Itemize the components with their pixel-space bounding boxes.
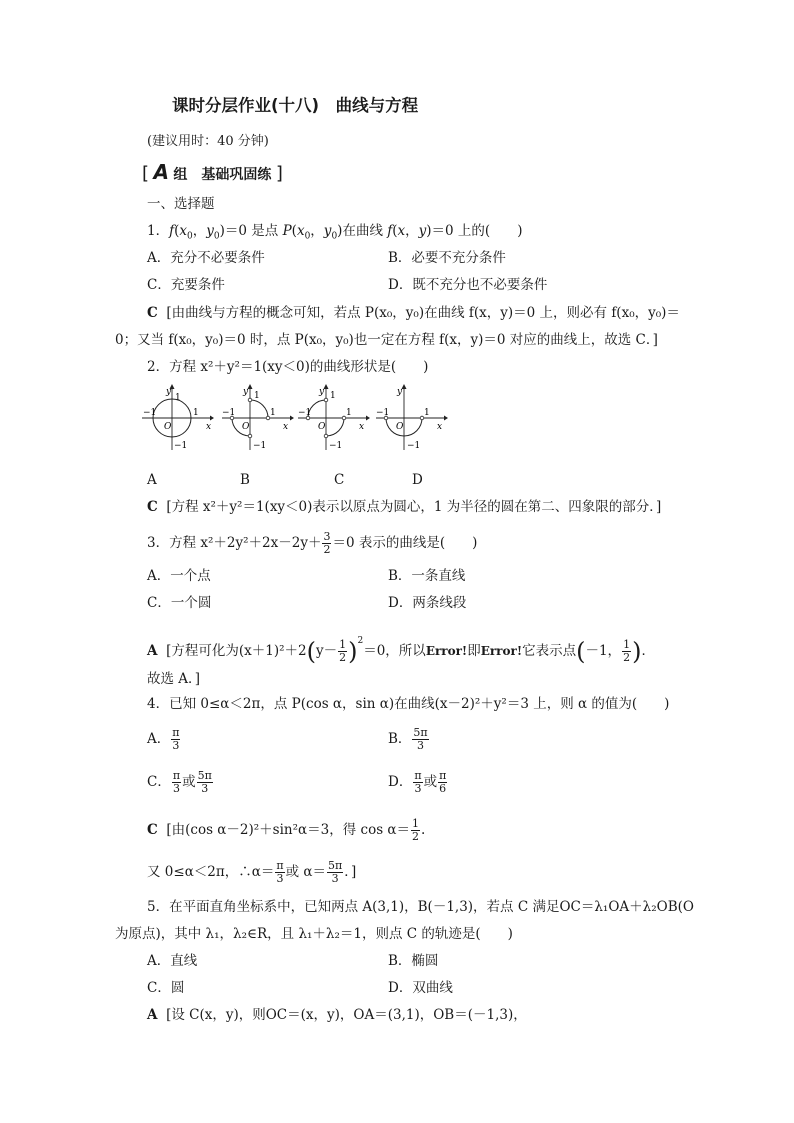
q4-exp2-or: 或 α＝: [285, 864, 327, 880]
q1-number: 1．: [147, 223, 170, 239]
q2-stem-text: 方程 x²＋y²＝1(xy＜0)的曲线形状是( ): [169, 359, 429, 375]
q2b-origin: O: [242, 422, 250, 432]
q4-b-label: B．: [388, 731, 412, 747]
q4-number: 4．: [147, 696, 170, 712]
q3-stem-pre: 方程 x²＋2y²＋2x－2y＋: [169, 535, 322, 551]
q4-d-frac2: [438, 770, 447, 795]
q4-d-num1: π: [414, 769, 422, 782]
q3-point-num: 1: [623, 638, 631, 651]
q4-option-c: [147, 768, 214, 796]
q3-point-paren: ): [632, 637, 642, 666]
q2d-tick: −1: [376, 408, 390, 418]
q1-x: x: [397, 223, 406, 239]
q3-stem: [147, 530, 477, 556]
q2-explanation: [147, 498, 661, 516]
q1-explanation-line1: [147, 304, 680, 322]
q2c-tick: −1: [298, 408, 312, 418]
q3-exp-end: ．: [641, 643, 655, 659]
q4-stem: [147, 695, 669, 713]
q2a-tick: 1: [193, 408, 199, 418]
group-a-heading: [142, 161, 283, 186]
q1-explanation-line2: 0；又当 f(x₀，y₀)＝0 时，点 P(x₀，y₀)也一定在方程 f(x，y)＝0 对应的曲线上，故选 C．]: [115, 332, 658, 348]
q2b-tick: −1: [222, 408, 236, 418]
q3-half: [338, 639, 347, 664]
q5-explanation: [147, 1006, 527, 1024]
q3-frac-den: 2: [323, 543, 331, 556]
q2a-tick: 1: [175, 393, 181, 403]
q1-sub: 0: [213, 231, 220, 242]
q4-c-frac1: [172, 770, 181, 795]
q2d-tick: 1: [424, 408, 430, 418]
q1-exp-1: [由曲线与方程的概念可知，若点 P(x₀，y₀)在曲线 f(x，y)＝0 上，则必有 f(x₀，y₀)＝: [166, 305, 680, 321]
q3-point-frac: [622, 639, 631, 664]
q4-exp2-frac2: [327, 860, 343, 885]
q2-graph-a: [140, 384, 214, 452]
q3-explanation-line1: [147, 626, 655, 666]
q2a-tick: −1: [174, 441, 188, 451]
q4-d-frac1: [413, 770, 422, 795]
q1-y: y: [418, 223, 427, 239]
q2b-tick: −1: [253, 441, 267, 451]
q4-answer: C: [147, 822, 158, 838]
q4-explanation-line2: [147, 858, 356, 886]
q4-d-den2: 6: [439, 782, 447, 795]
q4-d-den1: 3: [414, 782, 422, 795]
q5-option-a: A．直线: [147, 953, 198, 969]
q4-exp2-num1: π: [276, 859, 284, 872]
q2-exp-text: [方程 x²＋y²＝1(xy＜0)表示以原点为圆心，1 为半径的圆在第二、四象限的部分．]: [166, 499, 662, 515]
bracket-open: [: [142, 163, 150, 184]
bracket-close: ]: [275, 163, 283, 184]
q2c-x-label: x: [359, 422, 365, 432]
q2-choice-c: C: [334, 472, 345, 488]
q2-choice-d: D: [412, 472, 423, 488]
q1-f: f: [169, 223, 175, 239]
q2d-origin: O: [396, 422, 404, 432]
q2a-tick: −1: [143, 408, 157, 418]
q2a-x-label: x: [206, 422, 212, 432]
q1-answer: C: [147, 305, 158, 321]
q3-fraction: [322, 531, 331, 556]
q3-half-num: 1: [339, 638, 347, 651]
q1-x: x: [179, 223, 187, 239]
q4-explanation-line1: [147, 816, 425, 844]
q2b-x-label: x: [283, 422, 289, 432]
q2-answer: C: [147, 499, 158, 515]
q4-exp2-den2: 3: [331, 872, 339, 885]
q4-exp2-pre: 又 0≤α＜2π，∴α＝: [147, 864, 275, 880]
q2-choice-b: B: [240, 472, 250, 488]
q1-f: f: [387, 223, 393, 239]
q4-exp1-frac: [411, 818, 420, 843]
q2b-tick: 1: [270, 408, 276, 418]
q2-choice-a: A: [147, 472, 157, 488]
q1-sub: 0: [187, 231, 193, 242]
q4-c-den1: 3: [172, 782, 180, 795]
q5-option-d: D．双曲线: [388, 980, 453, 996]
q3-error-1: Error!: [425, 644, 468, 658]
q4-exp1-num: 1: [412, 817, 420, 830]
q2c-tick: 1: [330, 391, 336, 401]
q4-option-d: [388, 768, 448, 796]
q3-stem-post: ＝0 表示的曲线是( ): [332, 535, 478, 551]
q4-exp1-den: 2: [412, 830, 420, 843]
q4-stem-text: 已知 0≤α＜2π，点 P(cos α，sin α)在曲线(x－2)²＋y²＝3 上，则 α 的值为( ): [169, 696, 670, 712]
q5-stem-line2: 为原点)，其中 λ₁，λ₂∈R，且 λ₁＋λ₂＝1，则点 C 的轨迹是( ): [115, 926, 513, 942]
q4-c-label: C．: [147, 774, 171, 790]
q2b-tick: 1: [254, 391, 260, 401]
q2c-y-label: y: [319, 387, 325, 397]
q3-number: 3．: [147, 535, 170, 551]
q2a-origin: O: [164, 422, 172, 432]
q1-option-c: C．充要条件: [147, 277, 225, 293]
q3-option-d: D．两条线段: [388, 595, 467, 611]
section-heading: 一、选择题: [147, 196, 215, 212]
q3-answer: A: [147, 643, 158, 659]
q2-graph-c: [296, 384, 370, 452]
q4-c-num1: π: [172, 769, 181, 782]
q5-answer: A: [147, 1007, 158, 1023]
q4-exp2-frac1: [275, 860, 284, 885]
q4-b-num: 5π: [413, 726, 428, 739]
q2a-y-label: y: [166, 387, 172, 397]
q2-number: 2．: [147, 359, 170, 375]
q3-y-minus: y－: [315, 643, 338, 659]
q3-option-b: B．一条直线: [388, 568, 466, 584]
q1-y: y: [323, 223, 332, 239]
q2c-tick: −1: [329, 441, 343, 451]
q3-option-a: A．一个点: [147, 568, 211, 584]
q1-x: x: [296, 223, 305, 239]
q1-stem: 1．$f(x_0$，$y_0)=0$ 是点 $P(x_0$，$y_0$)在曲线 f(x，y)＝0 上的( ): [147, 223, 523, 242]
q1-sub: 0: [331, 231, 338, 242]
q3-square: 2: [357, 636, 364, 646]
q2c-origin: O: [318, 422, 326, 432]
q3-paren: (: [306, 637, 316, 666]
q5-number: 5．: [147, 899, 170, 915]
q1-option-a: A．充分不必要条件: [147, 250, 265, 266]
q2-graph-b: [220, 384, 294, 452]
q4-exp2-num2: 5π: [328, 859, 343, 872]
q1-option-d: D．既不充分也不必要条件: [388, 277, 548, 293]
q3-point-paren: (: [576, 637, 586, 666]
q4-exp2-den1: 3: [276, 872, 284, 885]
q4-a-den: 3: [172, 739, 180, 752]
q4-exp1-end: .: [421, 822, 426, 838]
q3-exp-mid: ＝0，所以: [363, 643, 426, 659]
q2-stem: [147, 358, 428, 376]
q2b-y-label: y: [243, 387, 249, 397]
q2d-tick: −1: [407, 441, 421, 451]
q3-point-x: －1，: [585, 643, 622, 659]
q4-a-num: π: [172, 726, 180, 739]
q3-explanation-line2: 故选 A．]: [147, 671, 201, 687]
q5-option-c: C．圆: [147, 980, 185, 996]
q3-point-den: 2: [623, 651, 631, 664]
q4-c-den2: 3: [201, 782, 209, 795]
q4-a-label: A．: [147, 731, 171, 747]
q4-d-or: 或: [423, 774, 438, 790]
q4-c-or: 或: [182, 774, 196, 790]
q3-paren: ): [348, 637, 358, 666]
q1-p: P: [282, 223, 292, 239]
q4-d-num2: π: [439, 769, 447, 782]
q5-stem-line1: [147, 898, 694, 916]
q5-exp-text: [设 C(x，y)，则OC＝(x，y)，OA＝(3,1)，OB＝(－1,3)，: [166, 1007, 527, 1023]
q1-sub: 0: [304, 231, 311, 242]
q2d-x-label: x: [437, 422, 443, 432]
q1-option-b: B．必要不充分条件: [388, 250, 506, 266]
group-a-letter: A: [153, 160, 169, 184]
q4-b-den: 3: [417, 739, 425, 752]
time-note: (建议用时：40 分钟): [147, 134, 269, 149]
q4-exp1-pre: [由(cos α－2)²＋sin²α＝3，得 cos α＝: [166, 822, 411, 838]
q4-option-a: [147, 725, 181, 753]
q3-exp-post: 它表示点: [522, 643, 577, 659]
q4-d-label: D．: [388, 774, 413, 790]
q4-option-b: [388, 725, 430, 753]
q4-b-frac: [412, 727, 428, 752]
q1-y: y: [206, 223, 214, 239]
q3-exp-pre: [方程可化为(x＋1)²＋2: [166, 643, 307, 659]
group-a-label: 组 基础巩固练: [173, 167, 272, 183]
q2d-y-label: y: [397, 387, 403, 397]
q4-c-frac2: [197, 770, 213, 795]
q3-exp-ji: 即: [467, 643, 481, 659]
q4-a-frac: [171, 727, 180, 752]
q3-option-c: C．一个圆: [147, 595, 212, 611]
q4-exp2-end: ．]: [344, 864, 357, 880]
q3-half-den: 2: [339, 651, 347, 664]
q3-frac-num: 3: [323, 530, 331, 543]
q2-graph-d: [374, 384, 448, 452]
q5-option-b: B．椭圆: [388, 953, 439, 969]
q4-c-num2: 5π: [197, 769, 212, 782]
q3-error-2: Error!: [480, 644, 523, 658]
q5-stem-line1-text: 在平面直角坐标系中，已知两点 A(3,1)，B(－1,3)，若点 C 满足OC＝λ₁OA＋λ₂OB(O: [169, 899, 694, 915]
page-title: 课时分层作业(十八) 曲线与方程: [172, 96, 419, 115]
q2c-tick: 1: [346, 408, 352, 418]
